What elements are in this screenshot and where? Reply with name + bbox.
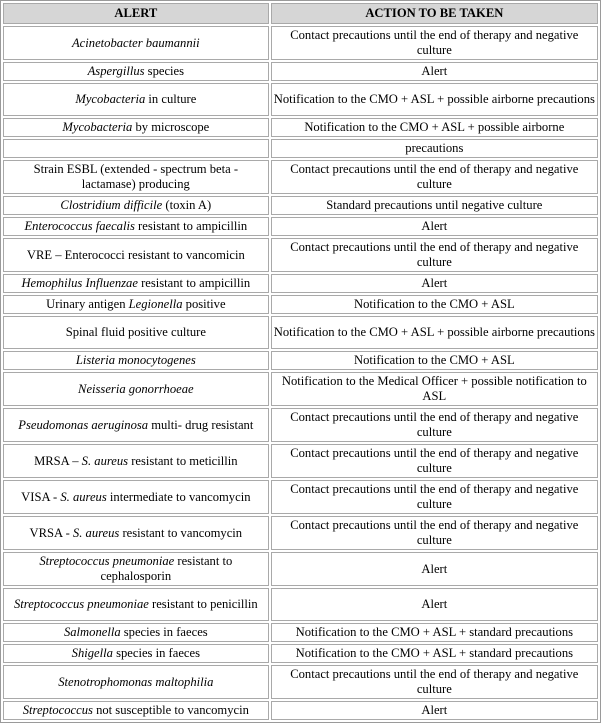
header-row	[3, 3, 598, 24]
alert-text: by microscope	[132, 120, 210, 134]
alert-cell	[3, 160, 269, 194]
alert-cell	[3, 644, 269, 663]
organism-name: Clostridium difficile	[60, 198, 163, 212]
action-cell: Alert	[271, 588, 598, 621]
alert-cell	[3, 139, 269, 158]
alert-text: Spinal fluid positive culture	[65, 325, 206, 339]
action-cell: Notification to the CMO + ASL + possible airborne precautions	[271, 316, 598, 349]
action-cell: Notification to the CMO + ASL	[271, 295, 598, 314]
alert-text: species	[144, 64, 185, 78]
table-row	[3, 552, 598, 586]
table-row	[3, 408, 598, 442]
alert-cell	[3, 444, 269, 478]
alert-text: VRE – Enterococci resistant to vancomicin	[26, 247, 245, 262]
table-row	[3, 118, 598, 137]
alert-cell	[3, 701, 269, 720]
table-row	[3, 644, 598, 663]
organism-name: Listeria monocytogenes	[75, 353, 196, 367]
organism-name: Aspergillus	[87, 64, 145, 78]
table-row	[3, 62, 598, 81]
action-cell: Alert	[271, 62, 598, 81]
table-row	[3, 295, 598, 314]
alert-text: resistant to cephalosporin	[100, 554, 233, 583]
action-cell: Contact precautions until the end of therapy and negative culture	[271, 665, 598, 699]
organism-name: Salmonella	[63, 625, 121, 639]
action-cell: precautions	[271, 139, 598, 158]
organism-name: Legionella	[128, 297, 183, 311]
action-cell: Notification to the CMO + ASL + possible airborne	[271, 118, 598, 137]
action-cell: Contact precautions until the end of therapy and negative culture	[271, 480, 598, 514]
alert-text: resistant to vancomycin	[119, 525, 243, 540]
alert-text: multi- drug resistant	[148, 417, 254, 432]
organism-name: Mycobacteria	[75, 92, 146, 106]
alert-column-header: ALERT	[3, 3, 269, 24]
organism-name: Streptococcus pneumoniae	[39, 554, 175, 568]
action-column-header: ACTION TO BE TAKEN	[271, 3, 598, 24]
organism-name: Hemophilus Influenzae	[21, 276, 138, 290]
alert-cell	[3, 665, 269, 699]
action-cell: Notification to the CMO + ASL + standard precautions	[271, 623, 598, 642]
table-row	[3, 139, 598, 158]
alert-cell	[3, 274, 269, 293]
organism-name: S. aureus	[60, 489, 107, 504]
table-row	[3, 160, 598, 194]
organism-name: S. aureus	[72, 525, 120, 540]
organism-name: Streptococcus	[22, 703, 93, 717]
table-row	[3, 238, 598, 272]
alert-cell	[3, 295, 269, 314]
action-cell: Notification to the CMO + ASL + standard precautions	[271, 644, 598, 663]
alert-cell	[3, 552, 269, 586]
alert-cell	[3, 316, 269, 349]
action-cell: Alert	[271, 701, 598, 720]
organism-name: Streptococcus pneumoniae	[13, 597, 149, 611]
action-cell: Alert	[271, 274, 598, 293]
organism-name: Shigella	[71, 646, 113, 660]
organism-name: Acinetobacter baumannii	[71, 35, 200, 50]
table-row	[3, 316, 598, 349]
action-cell: Contact precautions until the end of therapy and negative culture	[271, 444, 598, 478]
alert-cell	[3, 408, 269, 442]
alert-cell	[3, 372, 269, 406]
organism-name: Enterococcus faecalis	[24, 219, 135, 233]
organism-name: Neisseria gonorrhoeae	[78, 381, 194, 396]
table-row	[3, 351, 598, 370]
action-cell: Contact precautions until the end of therapy and negative culture	[271, 516, 598, 550]
table-row	[3, 701, 598, 720]
action-cell: Contact precautions until the end of therapy and negative culture	[271, 160, 598, 194]
alert-text: resistant to meticillin	[128, 453, 238, 468]
alert-text: species in faeces	[120, 625, 208, 639]
table-row	[3, 26, 598, 60]
alert-text: resistant to ampicillin	[137, 276, 251, 290]
alert-text: resistant to penicillin	[148, 597, 258, 611]
action-cell: Alert	[271, 217, 598, 236]
alert-text: positive	[182, 297, 226, 311]
table-row	[3, 444, 598, 478]
alert-text: not susceptible to vancomycin	[92, 703, 249, 717]
table-body	[3, 26, 598, 720]
alert-text: Urinary antigen	[46, 297, 129, 311]
organism-name: Stenotrophomonas maltophilia	[58, 674, 214, 689]
organism-name: Mycobacteria	[62, 120, 133, 134]
alert-cell	[3, 118, 269, 137]
action-cell: Standard precautions until negative culture	[271, 196, 598, 215]
alert-text: in culture	[145, 92, 197, 106]
action-cell: Contact precautions until the end of therapy and negative culture	[271, 238, 598, 272]
alert-text: (toxin A)	[162, 198, 212, 212]
organism-name: Pseudomonas aeruginosa	[18, 417, 149, 432]
alert-text: resistant to ampicillin	[134, 219, 248, 233]
action-cell: Contact precautions until the end of therapy and negative culture	[271, 408, 598, 442]
alert-cell	[3, 83, 269, 116]
alert-cell	[3, 480, 269, 514]
alert-text: MRSA –	[34, 453, 82, 468]
table-row	[3, 217, 598, 236]
action-cell: Notification to the Medical Officer + possible notification to ASL	[271, 372, 598, 406]
alert-cell	[3, 196, 269, 215]
table-row	[3, 480, 598, 514]
table-row	[3, 372, 598, 406]
table-row	[3, 83, 598, 116]
alert-cell	[3, 217, 269, 236]
action-cell: Contact precautions until the end of therapy and negative culture	[271, 26, 598, 60]
table-row	[3, 196, 598, 215]
table-row	[3, 623, 598, 642]
alert-text: VRSA -	[29, 525, 73, 540]
alert-text: intermediate to vancomycin	[106, 489, 251, 504]
alert-text: VISA -	[21, 489, 61, 504]
alert-cell	[3, 351, 269, 370]
table-row	[3, 588, 598, 621]
table-row	[3, 516, 598, 550]
alert-cell	[3, 516, 269, 550]
alert-cell	[3, 238, 269, 272]
action-cell: Alert	[271, 552, 598, 586]
alert-cell	[3, 62, 269, 81]
table-row	[3, 665, 598, 699]
alert-cell	[3, 26, 269, 60]
action-cell: Notification to the CMO + ASL	[271, 351, 598, 370]
alert-cell	[3, 623, 269, 642]
table-row	[3, 274, 598, 293]
action-cell: Notification to the CMO + ASL + possible airborne precautions	[271, 83, 598, 116]
alert-text: species in faeces	[112, 646, 200, 660]
alert-cell	[3, 588, 269, 621]
organism-name: S. aureus	[81, 453, 129, 468]
alert-text: Strain ESBL (extended - spectrum beta - lactamase) producing	[33, 162, 239, 191]
